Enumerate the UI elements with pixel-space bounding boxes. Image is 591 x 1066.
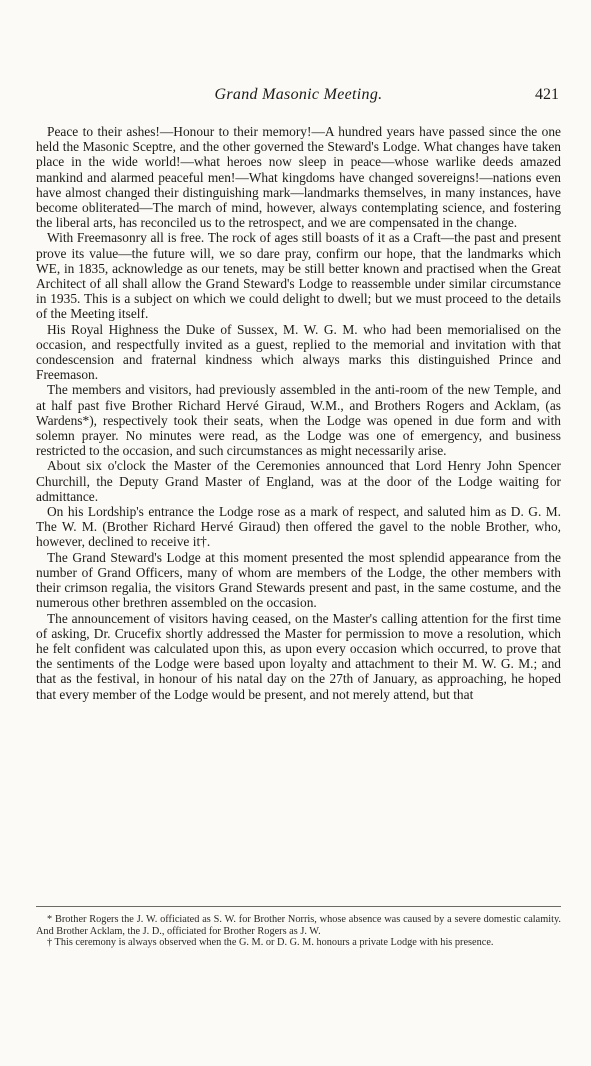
paragraph: About six o'clock the Master of the Ceremonies announced that Lord Henry John Spencer Churchill, the Deputy Grand Master of England, was at the door of the Lodge waiting for admittance. <box>36 458 561 504</box>
paragraph: The Grand Steward's Lodge at this moment presented the most splendid appearance from the number of Grand Officers, many of whom are members of the Lodge, the other members with their crimson regalia, the visitors Grand Stewards present and past, in the same costume, and the numerous other brethren assembled on the occasion. <box>36 549 561 611</box>
footnotes <box>36 914 561 949</box>
paragraph: The members and visitors, had previously assembled in the anti-room of the new Temple, and at half past five Brother Richard Hervé Giraud, W.M., and Brothers Rogers and Acklam, (as Wardens*), respectively took their seats, when the Lodge was opened in due form and with solemn prayer. No minutes were read, as the Lodge was one of emergency, and business restricted to the occasion, and such circumstances as might necessarily arise. <box>36 382 561 459</box>
paragraph: Peace to their ashes!—Honour to their memory!—A hundred years have passed since the one held the Masonic Sceptre, and the other governed the Steward's Lodge. What changes have taken place in the wide world!—what heroes now sleep in peace—whose warlike deeds amazed mankind and alarmed peaceful men!—What kingdoms have changed sovereigns!—nations even have almost changed their distinguishing mark—landmarks themselves, in many instances, have become obliterated—The march of mind, however, always contemplating science, and fostering the liberal arts, has reconciled us to the retrospect, and we are compensated in the change. <box>36 124 561 231</box>
running-title: Grand Masonic Meeting. <box>214 86 383 103</box>
page-header <box>36 86 561 106</box>
paragraph: His Royal Highness the Duke of Sussex, M. W. G. M. who had been memorialised on the occasion, and respectfully invited as a guest, replied to the memorial and invitation with that condescension and fraternal kindness which always marks this distinguished Prince and Freemason. <box>36 321 561 383</box>
body-text <box>36 124 561 702</box>
paragraph: On his Lordship's entrance the Lodge rose as a mark of respect, and saluted him as D. G. M. The W. M. (Brother Richard Hervé Giraud) then offered the gavel to the noble Brother, who, however, declined to receive it†. <box>36 504 561 550</box>
paragraph: The announcement of visitors having ceased, on the Master's calling attention for the first time of asking, Dr. Crucefix shortly addressed the Master for permission to move a resolution, which he felt confident was calculated upon this, as upon every occasion which occurred, to prove that the sentiments of the Lodge were based upon loyalty and attachment to their M. W. G. M.; and that as the festival, in honour of his natal day on the 27th of January, as approaching, he hoped that every member of the Lodge would be present, and not merely attend, but that <box>36 610 561 702</box>
paragraph: With Freemasonry all is free. The rock of ages still boasts of it as a Craft—the past and present prove its value—the future will, we so dare pray, confirm our hope, that the landmarks which WE, in 1835, acknowledge as our tenets, may be still better known and practised when the Great Architect of all shall allow the Grand Steward's Lodge to reassemble under similar circumstance in 1935. This is a subject on which we could delight to dwell; but we must proceed to the details of the Meeting itself. <box>36 230 561 322</box>
book-page <box>36 0 561 1066</box>
footnote: † This ceremony is always observed when the G. M. or D. G. M. honours a private Lodge with his presence. <box>47 937 494 949</box>
page-number: 421 <box>535 86 559 103</box>
footnote-divider <box>36 906 561 907</box>
footnote: * Brother Rogers the J. W. officiated as S. W. for Brother Norris, whose absence was caused by a severe domestic calamity. And Brother Acklam, the J. D., officiated for Brother Rogers as J. W. <box>36 914 561 937</box>
